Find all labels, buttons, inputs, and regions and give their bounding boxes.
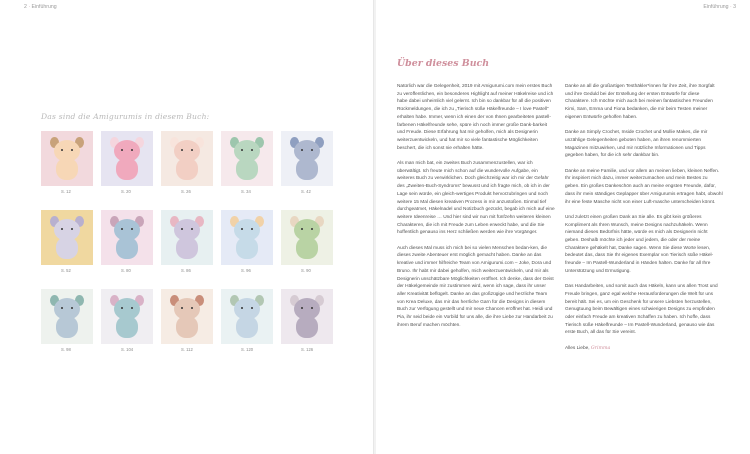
toy-head <box>234 298 260 320</box>
toy-head <box>174 140 200 162</box>
toy-eye <box>241 307 243 309</box>
amigurumi-photo <box>221 210 273 265</box>
amigurumi-photo <box>161 289 213 344</box>
toy-eye <box>131 228 133 230</box>
toy-eye <box>121 149 123 151</box>
toy-eye <box>61 228 63 230</box>
left-folio <box>24 4 57 10</box>
amigurumi-thumbnail <box>221 131 273 194</box>
amigurumi-photo <box>161 210 213 265</box>
thumbnail-caption: S. 86 <box>181 268 191 273</box>
right-page-number: 3 <box>733 4 736 10</box>
signature: Grimma <box>590 345 611 351</box>
amigurumi-thumbnail <box>161 289 213 352</box>
toy-head <box>294 140 320 162</box>
thumbnail-caption: S. 90 <box>301 268 311 273</box>
amigurumi-thumbnail <box>161 210 213 273</box>
toy-eye <box>301 228 303 230</box>
toy-eye <box>241 228 243 230</box>
paragraph: Und zuletzt einen großen Dank an Sie alle. Es gibt kein größeres Kompliment als Ihren Wunsch, meine Designs nachzuhäkeln. Wenn niemand dieses Bedürfnis hätte, würde es mich als Designerin nicht geben. Deshalb möchte ich jeder und jedem, die oder der meine Charaktere gehäkelt hat, Danke sagen. Wenn Sie diese Worte lesen, bedeutet das, dass Sie Ihr eigenes Exemplar von Tierisch süße Häkel-freunde – Im Pastell-Wunderland in Händen halten. Danke für all Ihre Unterstützung und Ermutigung. <box>565 214 714 274</box>
amigurumi-thumbnail <box>41 210 93 273</box>
toy-head <box>294 298 320 320</box>
closing-text: Alles Liebe, <box>565 345 590 351</box>
amigurumi-thumbnail <box>101 210 153 273</box>
toy-eye <box>301 149 303 151</box>
thumbnail-caption: S. 26 <box>181 189 191 194</box>
amigurumi-thumbnail <box>161 131 213 194</box>
toy-eye <box>71 307 73 309</box>
toy-head <box>114 219 140 241</box>
amigurumi-photo <box>41 289 93 344</box>
amigurumi-photo <box>41 131 93 186</box>
thumbnail-caption: S. 42 <box>301 189 311 194</box>
thumbnail-caption: S. 52 <box>61 268 71 273</box>
toy-eye <box>181 149 183 151</box>
amigurumi-thumbnail <box>41 131 93 194</box>
text-column-1 <box>397 83 555 337</box>
amigurumi-photo <box>101 210 153 265</box>
amigurumi-photo <box>221 289 273 344</box>
amigurumi-photo <box>101 289 153 344</box>
folio-separator: · <box>28 4 32 10</box>
toy-eye <box>131 149 133 151</box>
toy-eye <box>61 149 63 151</box>
amigurumi-thumbnail <box>281 131 333 194</box>
thumbnail-caption: S. 80 <box>121 268 131 273</box>
amigurumi-thumbnail <box>101 131 153 194</box>
toy-eye <box>251 149 253 151</box>
toy-head <box>114 140 140 162</box>
toy-eye <box>121 307 123 309</box>
toy-head <box>174 219 200 241</box>
amigurumi-photo <box>281 210 333 265</box>
paragraph: Natürlich war die Gelegenheit, 2019 mit Amigurumi.com mein erstes Buch zu veröffentlichen, ein besonderes Highlight auf meiner Häkelreise und ich habe dabei unheimlich viel gelernt. Ich bin so dankbar für all die positiven Rückmeldungen, die ich zu „Tierisch süße Häkelfreunde – I love Pastell“ erhalten habe. Immer, wenn ich einen der von Ihnen gearbeiteten pastell-farbenen Häkelfreunde sehe, spüre ich noch immer große Dank-barkeit und Freude. Diese Erfahrung hat mir geholfen, mich als Designerin weiterzuentwickeln, und hat mir so viele fantastische Möglichkeiten beschert, die ich sonst nie erhalten hätte. <box>397 84 554 151</box>
toy-head <box>54 140 80 162</box>
toy-eye <box>61 307 63 309</box>
toy-head <box>174 298 200 320</box>
toy-eye <box>181 307 183 309</box>
thumbnail-caption: S. 120 <box>241 347 254 352</box>
folio-separator: · <box>729 4 734 10</box>
amigurumi-thumbnail <box>281 210 333 273</box>
amigurumi-thumbnail <box>221 289 273 352</box>
toy-eye <box>241 149 243 151</box>
thumbnail-caption: S. 112 <box>181 347 193 352</box>
toy-eye <box>191 149 193 151</box>
toy-eye <box>251 307 253 309</box>
toy-head <box>234 140 260 162</box>
toy-head <box>114 298 140 320</box>
right-folio-section: Einführung <box>703 4 729 10</box>
toy-head <box>54 219 80 241</box>
left-page-number: 2 <box>24 4 27 10</box>
right-folio <box>703 4 736 10</box>
left-page <box>0 0 374 454</box>
toy-eye <box>121 228 123 230</box>
toy-eye <box>191 307 193 309</box>
amigurumi-photo <box>281 289 333 344</box>
toy-eye <box>71 228 73 230</box>
paragraph: Danke an meine Familie, und vor allem an meinen lieben, kleinen Neffen. Ihr inspiriert mich dazu, immer weiterzumachen und mein Bestes zu geben. Ein großes Dankeschön auch an meine engsten Freunde, dafür, dass ihr mein ständiges Geplapper über Amigurumis ertragen habt, obwohl ihr eine feste Masche nicht von einer Luft-masche unterscheiden könnt. <box>565 168 723 205</box>
toy-head <box>234 219 260 241</box>
toy-eye <box>311 149 313 151</box>
toy-head <box>294 219 320 241</box>
amigurumi-thumbnail <box>41 289 93 352</box>
thumbnail-caption: S. 104 <box>121 347 134 352</box>
closing-line <box>565 345 723 353</box>
section-title: Über dieses Buch <box>397 58 490 69</box>
toy-eye <box>131 307 133 309</box>
amigurumi-photo <box>221 131 273 186</box>
paragraph: Als man mich bat, ein zweites Buch zusammenzustellen, war ich überwältigt. Ich freute mich schon auf die wundervolle Aufgabe, ein weiteres Buch zu verwirklichen. Doch gleichzeitig war ich mir der Gefahr des „Zweiten-Buch-Syndroms“ bewusst und ich fragte mich, ob ich in der Lage sein würde, ein gleich-wertiges Produkt hervorzubringen und noch weitere 15 Mal diesen kreativen Prozess in mir anzustoßen. Einmal tief durchgeatmet, Häkelnadel und Notizbuch gezückt, begab ich mich auf eine weitere Ideenreise … Und hier sind wir nun mit fünfzehn weiteren kleinen Charakteren, die ich mit Freude zum Leben erweckt habe, und die Sie hoffentlich genauso ins Herz schließen werden wie ihre Vorgänger. <box>397 161 555 236</box>
paragraph: Auch dieses Mal muss ich mich bei so vielen Menschen bedan-ken, die dieses zweite Abenteuer erst möglich gemacht haben. Danke an das kreative und immer hilfreiche Team von Amigurumi.com – Joke, Dora und Bruno. Ihr habt mir dabei geholfen, mich weiterzuentwickeln, und mir als Designerin unschätzbare Möglichkeiten eröffnet. Ich denke, dass der Geist der Häkelgemeinde mir zustimmen wird, wenn ich sage, dass ihr unser aller Kreativität beflügelt. Danke an das großzügige und herzliche Team von Krea Deluxe, das mir das herrliche Garn für die Designs in diesem Buch zur Verfügung gestellt und mir neue Chancen eröffnet hat. Heidi und Pia, ihr seid beide ein Vorbild für uns alle, die ihre Liebe zur Handarbeit zu ihrem Beruf machen möchten. <box>397 245 554 328</box>
paragraph: Danke an Simply Crochet, Inside Crochet und Mollie Makes, die mir unzählige Gelegenheiten geboten haben, an ihren renommierten Magazinen mitzuwirken, und mir nützliche Informationen und Tipps gegeben haben, für die ich sehr dankbar bin. <box>565 130 708 159</box>
toy-eye <box>301 307 303 309</box>
thumbnail-caption: S. 96 <box>241 268 251 273</box>
left-folio-section: Einführung <box>31 4 57 10</box>
amigurumi-thumbnail <box>221 210 273 273</box>
amigurumi-thumbnail <box>101 289 153 352</box>
amigurumi-photo <box>281 131 333 186</box>
gallery-title: Das sind die Amigurumis in diesem Buch: <box>41 112 210 121</box>
toy-eye <box>251 228 253 230</box>
text-column-2 <box>565 83 723 360</box>
paragraph: Danke an all die großartigen Testhäkler*innen für ihre Zeit, ihre Sorgfalt und ihre Geduld bei der Erstellung der ersten Entwürfe für diese Charaktere. Ich möchte mich auch bei meinen fantastischen Freunden Kimi, Sam, Emma und Fiona bedanken, die mir beim Testen meiner eigenen Entwürfe geholfen haben. <box>565 84 715 120</box>
toy-eye <box>71 149 73 151</box>
thumbnail-caption: S. 20 <box>121 189 131 194</box>
toy-eye <box>311 228 313 230</box>
thumbnail-caption: S. 12 <box>61 189 71 194</box>
thumbnail-caption: S. 98 <box>61 347 71 352</box>
toy-eye <box>311 307 313 309</box>
toy-eye <box>191 228 193 230</box>
amigurumi-thumbnail <box>281 289 333 352</box>
thumbnail-caption: S. 34 <box>241 189 251 194</box>
amigurumi-photo <box>101 131 153 186</box>
amigurumi-photo <box>161 131 213 186</box>
amigurumi-photo <box>41 210 93 265</box>
toy-eye <box>181 228 183 230</box>
thumbnail-caption: S. 126 <box>301 347 314 352</box>
paragraph: Das Handarbeiten, und somit auch das Häkeln, kann uns allen Trost und Freude bringen, ganz egal welche Herausforderungen die Welt für uns bereit hält. Sei es, um ein Geschenk für unsere Liebsten herzustellen, Genugtuung beim Bewältigen eines schwierigen Designs zu empfinden oder einfach Freude am kreativen Schaffen zu haben. Ich hoffe, dass Tierisch süße Häkelfreunde – Im Pastell-Wunderland, genauso wie das erste Buch, all das für Sie vereint. <box>565 284 718 336</box>
toy-head <box>54 298 80 320</box>
